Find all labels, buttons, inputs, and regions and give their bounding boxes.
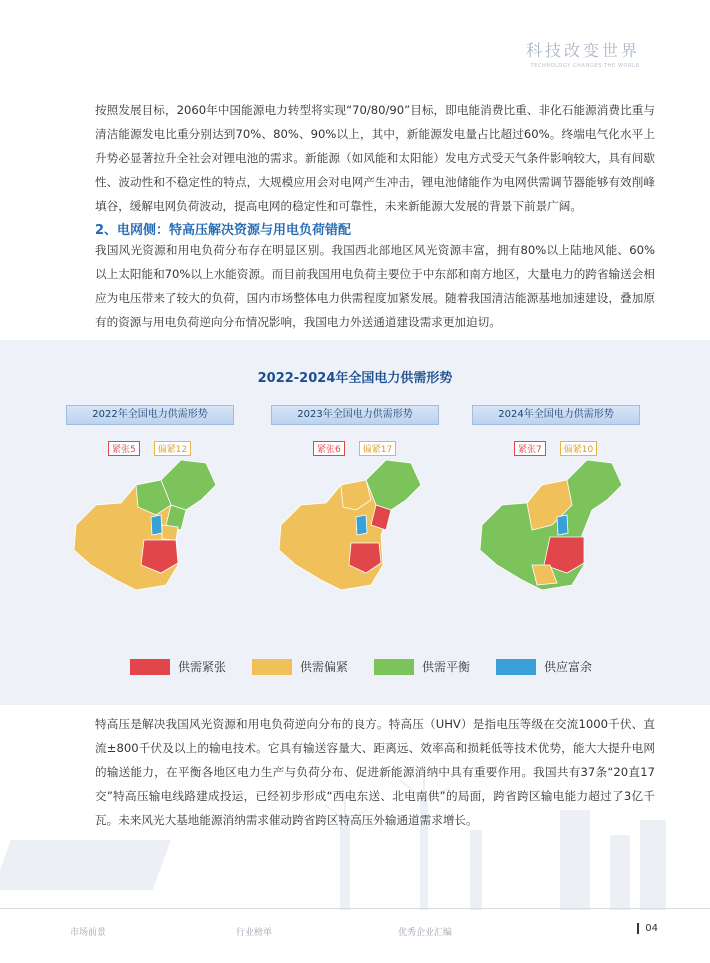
legend-item-partial <box>252 658 348 675</box>
legend-swatch <box>252 659 292 675</box>
footer-link-companies[interactable]: 优秀企业汇编 <box>398 928 453 938</box>
page-number: 04 <box>637 923 658 934</box>
footer-link-market[interactable]: 市场前景 <box>70 928 107 938</box>
badge-row <box>313 441 396 456</box>
map-title-2023: 2023年全国电力供需形势 <box>271 405 439 425</box>
partial-badge: 偏紧12 <box>154 441 191 456</box>
china-map-2023 <box>271 455 439 603</box>
legend-label: 供需紧张 <box>178 660 227 674</box>
legend-label: 供应富余 <box>544 660 593 674</box>
brand-title: 科技改变世界 <box>525 41 640 60</box>
legend-item-balanced <box>374 658 470 675</box>
legend-label: 供需偏紧 <box>300 660 349 674</box>
china-map-2022 <box>66 455 234 603</box>
brand-block <box>526 38 640 69</box>
paragraph-1: 按照发展目标，2060年中国能源电力转型将实现“70/80/90”目标，即电能消费比重、非化石能源消费比重与清洁能源发电比重分别达到70%、80%、90%以上，其中，新能源发电量占比超过60%。终端电气化水平上升势必显著拉升全社会对锂电池的需求。新能源（如风能和太阳能）发电方式受天气条件影响较大，具有间歇性、波动性和不稳定性的特点，大规模应用会对电网产生冲击，锂电池储能作为电网供需调节器能够有效削峰填谷，缓解电网负荷波动，提高电网的稳定性和可靠性，未来新能源大发展的背景下前景广阔。 <box>95 103 655 213</box>
badge-row <box>108 441 191 456</box>
china-map-2024 <box>472 455 640 603</box>
tight-badge: 紧张5 <box>108 441 140 456</box>
legend-label: 供需平衡 <box>422 660 471 674</box>
paragraph-2: 我国风光资源和用电负荷分布存在明显区别。我国西北部地区风光资源丰富，拥有80%以上陆地风能、60%以上太阳能和70%以上水能资源。而目前我国用电负荷主要位于中东部和南方地区，大量电力的跨省输送会相应为电压带来了较大的负荷，国内市场整体电力供需程度加紧发展。随着我国清洁能源基地加速建设，叠加原有的资源与用电负荷逆向分布情况影响，我国电力外送通道建设需求更加迫切。 <box>95 243 655 329</box>
partial-badge: 偏紧17 <box>359 441 396 456</box>
figure-panel <box>0 340 710 705</box>
tight-badge: 紧张7 <box>514 441 546 456</box>
legend-swatch <box>374 659 414 675</box>
map-card-2023 <box>271 405 439 605</box>
legend-swatch <box>130 659 170 675</box>
badge-row <box>514 441 597 456</box>
section-heading: 2、电网侧：特高压解决资源与用电负荷错配 <box>95 223 352 238</box>
footer-link-rankings[interactable]: 行业榜单 <box>236 928 273 938</box>
partial-badge: 偏紧10 <box>560 441 597 456</box>
map-card-2022 <box>66 405 234 605</box>
footer-divider <box>0 908 710 909</box>
legend-swatch <box>496 659 536 675</box>
map-title-2024: 2024年全国电力供需形势 <box>472 405 640 425</box>
legend-item-surplus <box>496 658 592 675</box>
legend <box>130 658 592 675</box>
brand-subtitle: TECHNOLOGY CHANGES THE WORLD <box>530 63 640 69</box>
legend-item-tight <box>130 658 226 675</box>
paragraph-3: 特高压是解决我国风光资源和用电负荷逆向分布的良方。特高压（UHV）是指电压等级在交流1000千伏、直流±800千伏及以上的输电技术。它具有输送容量大、距离远、效率高和损耗低等技术优势，能大大提升电网的输送能力，在平衡各地区电力生产与负荷分布、促进新能源消纳中具有重要作用。我国共有37条“20直17交”特高压输电线路建成投运，已经初步形成“西电东送、北电南供”的局面，跨省跨区输电能力超过了3亿千瓦。未来风光大基地能源消纳需求催动跨省跨区特高压外输通道需求增长。 <box>95 717 655 827</box>
map-title-2022: 2022年全国电力供需形势 <box>66 405 234 425</box>
map-card-2024 <box>472 405 640 605</box>
tight-badge: 紧张6 <box>313 441 345 456</box>
figure-title: 2022-2024年全国电力供需形势 <box>257 371 453 386</box>
